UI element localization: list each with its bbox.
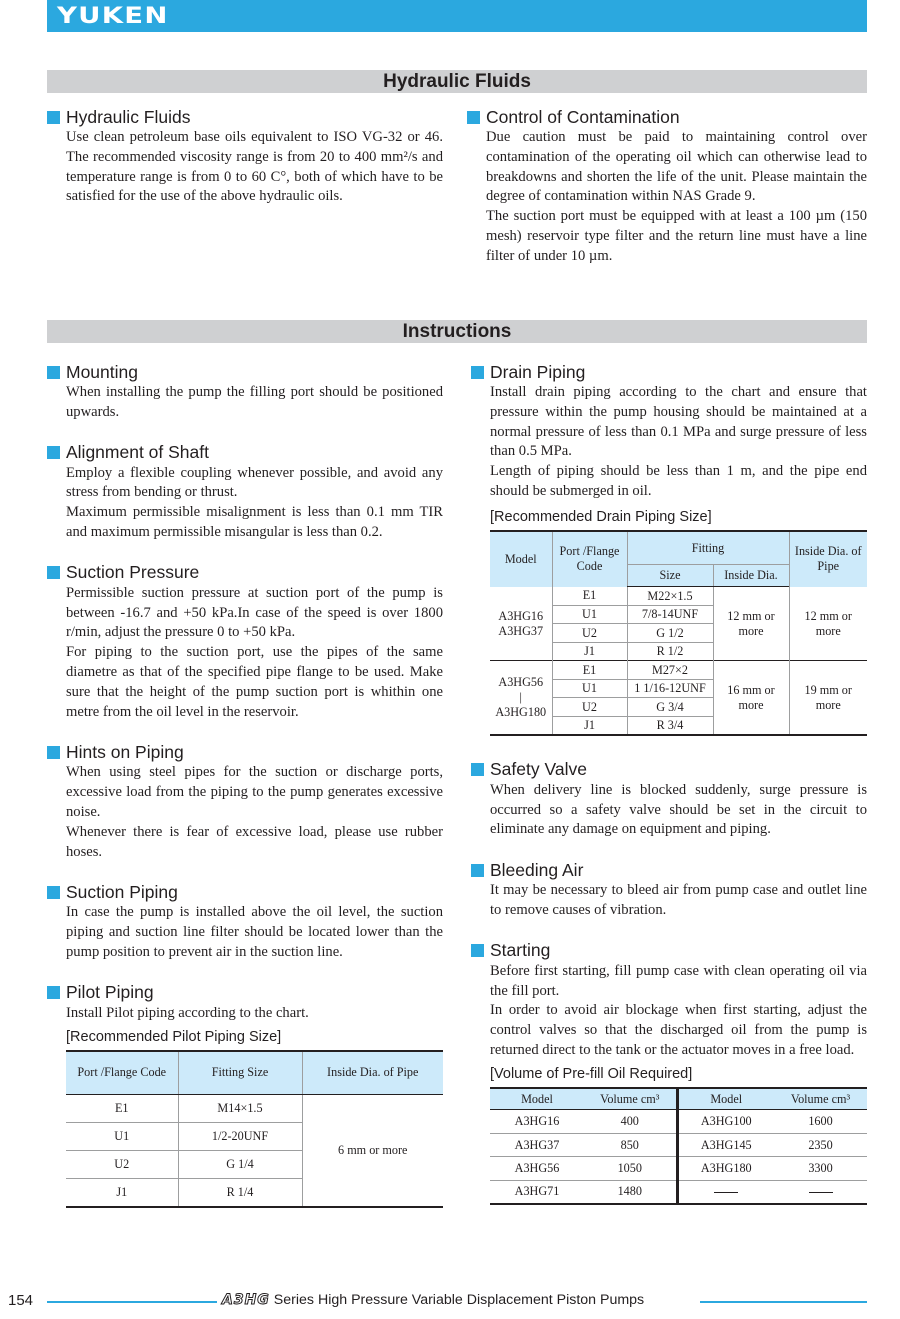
section-heading: Alignment of Shaft xyxy=(47,442,443,464)
table-caption: [Recommended Drain Piping Size] xyxy=(490,508,712,525)
series-brand-logo: A3HG xyxy=(222,1292,270,1308)
section-heading: Control of Contamination xyxy=(467,106,867,128)
table-cell: M14×1.5 xyxy=(178,1095,302,1123)
table-cell: G 1/4 xyxy=(178,1151,302,1179)
section-heading: Bleeding Air xyxy=(471,859,867,881)
column-header: Model xyxy=(490,1088,584,1110)
section-band-hydraulic-fluids: Hydraulic Fluids xyxy=(47,70,867,93)
table-cell: E1 xyxy=(552,661,627,680)
section-heading: Safety Valve xyxy=(471,759,867,781)
table-cell: U1 xyxy=(552,605,627,624)
table-cell: A3HG71 xyxy=(490,1180,584,1204)
section-body: Employ a flexible coupling whenever possible, and avoid any stress from bending or thrust. Maximum permissible misalignment is less than 0.1 mm TIR and maximum permissible misangular is less than 0.2. xyxy=(66,464,443,540)
table-row xyxy=(490,661,867,680)
table-cell: 19 mm or more xyxy=(789,661,867,735)
column-header: Fitting xyxy=(627,531,789,565)
table-cell: J1 xyxy=(552,716,627,735)
section-band-instructions: Instructions xyxy=(47,320,867,343)
section-heading: Drain Piping xyxy=(471,361,867,383)
section-heading: Hints on Piping xyxy=(47,741,443,763)
table-cell: U1 xyxy=(66,1123,178,1151)
square-bullet-icon xyxy=(471,944,484,957)
square-bullet-icon xyxy=(467,111,480,124)
column-header: Inside Dia. of Pipe xyxy=(789,531,867,587)
table-cell: 1050 xyxy=(584,1157,677,1181)
section-body: Use clean petroleum base oils equivalent to ISO VG-32 or 46. The recommended viscosity range is from 20 to 400 mm²/s and temperature range is from 0 to 60 C°, both of which have to be satisfied for the use of the above hydraulic oils. xyxy=(66,129,443,205)
table-cell: 12 mm or more xyxy=(789,587,867,661)
table-cell: J1 xyxy=(552,642,627,661)
table-cell: 850 xyxy=(584,1133,677,1157)
column-header: Model xyxy=(677,1088,774,1110)
yuken-logo: YUKEN xyxy=(57,4,169,29)
square-bullet-icon xyxy=(47,886,60,899)
table-cell: E1 xyxy=(552,587,627,606)
table-row xyxy=(66,1095,443,1123)
table-cell: G 1/2 xyxy=(627,624,713,643)
empty-cell-dash xyxy=(677,1180,774,1204)
hints-piping-section xyxy=(47,741,443,862)
table-row xyxy=(490,1180,867,1204)
section-body: Due caution must be paid to maintaining control over contamination of the operating oil which can otherwise lead to breakdowns and shorten the life of the unit. Please maintain the degree of contamination within NAS Grade 9. The suction port must be equipped with at least a 100 µm (150 mesh) reservoir type filter and the return line must have a line filter of under 10 µm. xyxy=(486,129,867,264)
table-cell: U1 xyxy=(552,679,627,698)
square-bullet-icon xyxy=(47,986,60,999)
table-row xyxy=(490,1133,867,1157)
column-header: Inside Dia. xyxy=(713,565,789,587)
section-heading: Mounting xyxy=(47,361,443,383)
column-header: Volume cm³ xyxy=(774,1088,867,1110)
section-heading: Suction Pressure xyxy=(47,562,443,584)
section-body: Install Pilot piping according to the chart. xyxy=(66,1004,309,1021)
table-cell: 400 xyxy=(620,1114,639,1128)
section-heading: Pilot Piping xyxy=(47,982,443,1004)
footer-series-title: A3HG Series High Pressure Variable Displacement Piston Pumps xyxy=(222,1292,645,1308)
table-cell: U2 xyxy=(552,624,627,643)
square-bullet-icon xyxy=(47,111,60,124)
section-body: It may be necessary to bleed air from pump case and outlet line to remove causes of vibration. xyxy=(490,882,867,918)
section-body: When using steel pipes for the suction or discharge ports, excessive load from the piping to the pump generates excessive noise. Whenever there is fear of excessive load, please use rubber hoses. xyxy=(66,764,443,860)
table-caption: [Volume of Pre-fill Oil Required] xyxy=(490,1065,693,1082)
table-cell: 7/8-14UNF xyxy=(627,605,713,624)
table-row xyxy=(490,1157,867,1181)
square-bullet-icon xyxy=(47,566,60,579)
mounting-section xyxy=(47,361,443,423)
table-cell: G 3/4 xyxy=(627,698,713,717)
empty-cell-dash xyxy=(774,1180,867,1204)
table-cell: A3HG180 xyxy=(677,1157,774,1181)
section-heading: Hydraulic Fluids xyxy=(47,106,443,128)
table-caption: [Recommended Pilot Piping Size] xyxy=(66,1028,282,1045)
table-cell: 16 mm or more xyxy=(713,661,789,735)
table-cell: 6 mm or more xyxy=(302,1095,443,1207)
table-cell: A3HG37 xyxy=(490,1133,584,1157)
contamination-section xyxy=(467,106,867,267)
column-header: Port /Flange Code xyxy=(66,1051,178,1095)
table-cell: 3300 xyxy=(774,1157,867,1181)
table-cell: 1480 xyxy=(584,1180,677,1204)
table-cell: J1 xyxy=(66,1179,178,1207)
table-cell: 1600 xyxy=(808,1114,833,1128)
pilot-piping-section xyxy=(47,982,443,1208)
section-body: When delivery line is blocked suddenly, surge pressure is occurred so a safety valve should be set in the circuit to eliminate any damage on equipment and piping. xyxy=(490,781,867,838)
table-cell: 2350 xyxy=(774,1133,867,1157)
table-cell: 12 mm or more xyxy=(713,587,789,661)
table-cell: U2 xyxy=(552,698,627,717)
header-bar xyxy=(47,0,867,32)
footer-rule-right xyxy=(700,1301,867,1303)
table-cell: R 1/4 xyxy=(178,1179,302,1207)
table-cell: R 1/2 xyxy=(627,642,713,661)
table-row xyxy=(490,587,867,606)
square-bullet-icon xyxy=(47,446,60,459)
section-body: Install drain piping according to the chart and ensure that pressure within the pump housing should be maintained at a normal pressure of less than 0.1 MPa and surge pressure of less than 0.5 MPa. Length of piping should be less than 1 m, and the pipe end should be submerged in oil. xyxy=(490,384,867,499)
page-number: 154 xyxy=(8,1292,34,1309)
section-body: In case the pump is installed above the oil level, the suction piping and suction line filter should be located lower than the pump position to prevent air in the suction line. xyxy=(66,904,443,960)
column-header: Volume cm³ xyxy=(584,1088,677,1110)
section-heading: Starting xyxy=(471,940,867,962)
suction-piping-section xyxy=(47,881,443,962)
section-heading: Suction Piping xyxy=(47,881,443,903)
drain-piping-table xyxy=(490,530,867,736)
starting-section xyxy=(471,940,867,1205)
section-body: Before first starting, fill pump case with clean operating oil via the fill port. In order to avoid air blockage when first starting, adjust the control valves so that the discharged oil from the pump is returned direct to the tank or the actuator moves in a free load. xyxy=(490,962,867,1058)
square-bullet-icon xyxy=(471,763,484,776)
column-header: Fitting Size xyxy=(178,1051,302,1095)
table-row xyxy=(490,1110,867,1134)
square-bullet-icon xyxy=(471,864,484,877)
alignment-section xyxy=(47,442,443,543)
table-cell: A3HG16 xyxy=(514,1114,560,1128)
column-header: Model xyxy=(490,531,552,587)
column-header: Port /Flange Code xyxy=(552,531,627,587)
table-cell: M22×1.5 xyxy=(627,587,713,606)
left-column xyxy=(47,361,443,1208)
table-cell: U2 xyxy=(66,1151,178,1179)
table-cell: A3HG100 xyxy=(677,1110,774,1134)
table-cell: A3HG56 xyxy=(490,1157,584,1181)
hydraulic-fluids-section xyxy=(47,106,443,207)
right-column xyxy=(471,361,867,1205)
bleeding-air-section xyxy=(471,859,867,921)
drain-piping-section xyxy=(471,361,867,736)
column-header: Size xyxy=(627,565,713,587)
square-bullet-icon xyxy=(47,746,60,759)
safety-valve-section xyxy=(471,759,867,840)
square-bullet-icon xyxy=(471,366,484,379)
suction-pressure-section xyxy=(47,562,443,723)
section-body: When installing the pump the filling port should be positioned upwards. xyxy=(66,384,443,420)
model-cell: A3HG56 | A3HG180 xyxy=(490,661,552,735)
model-cell: A3HG16 A3HG37 xyxy=(498,608,544,638)
prefill-oil-table xyxy=(490,1087,867,1205)
pilot-piping-table xyxy=(66,1050,443,1208)
table-cell: A3HG145 xyxy=(677,1133,774,1157)
table-cell: 1 1/16-12UNF xyxy=(627,679,713,698)
column-header: Inside Dia. of Pipe xyxy=(302,1051,443,1095)
table-cell: E1 xyxy=(114,1101,129,1116)
dash-mark xyxy=(714,1192,738,1193)
footer-rule-left xyxy=(47,1301,217,1303)
section-body: Permissible suction pressure at suction port of the pump is between -16.7 and +50 kPa.In case of the speed is over 1800 r/min, adjust the pressure 0 to +50 kPa. For piping to the suction port, use the pipes of the same diametre as that of the specified pipe flange to be used. Make sure that the height of the pump suction port is whithin one metre from the oil level in the reservoir. xyxy=(66,584,443,720)
table-cell: M27×2 xyxy=(627,661,713,680)
square-bullet-icon xyxy=(47,366,60,379)
table-cell: R 3/4 xyxy=(627,716,713,735)
table-cell: 1/2-20UNF xyxy=(178,1123,302,1151)
dash-mark xyxy=(809,1192,833,1193)
